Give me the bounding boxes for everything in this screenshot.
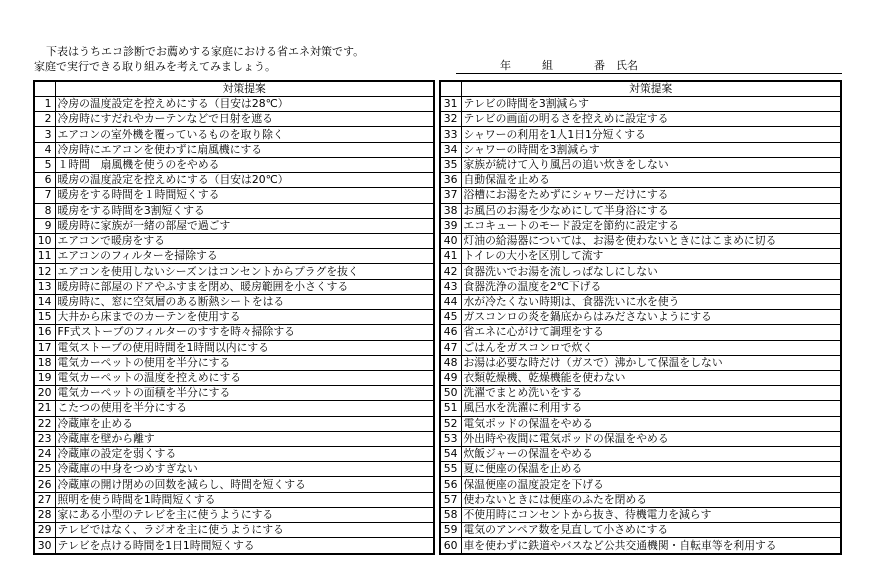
- table-row: [34, 325, 434, 340]
- row-number: 3: [34, 127, 55, 142]
- measure-text: ごはんをガスコンロで炊く: [461, 340, 841, 355]
- measure-text: 不使用時にコンセントから抜き、待機電力を減らす: [461, 507, 841, 522]
- measure-text: お湯は必要な時だけ（ガスで）沸かして保温をしない: [461, 355, 841, 370]
- row-number: 9: [34, 218, 55, 233]
- row-number: 19: [34, 370, 55, 385]
- intro-text: [34, 44, 364, 74]
- row-number: 31: [440, 97, 461, 112]
- measure-text: 外出時や夜間に電気ポッドの保温をやめる: [461, 431, 841, 446]
- measure-text: エアコンを使用しないシーズンはコンセントからプラグを抜く: [55, 264, 434, 279]
- measure-text: 冷蔵庫の開け閉めの回数を減らし、時間を短くする: [55, 477, 434, 492]
- row-number: 50: [440, 386, 461, 401]
- measure-text: 灯油の給湯器については、お湯を使わないときにはこまめに切る: [461, 233, 841, 248]
- row-number: 44: [440, 294, 461, 309]
- table-row: [34, 310, 434, 325]
- measure-text: 自動保温を止める: [461, 173, 841, 188]
- measure-text: 電気ポッドの保温をやめる: [461, 416, 841, 431]
- table-row: [440, 203, 841, 218]
- measure-text: 車を使わずに鉄道やバスなど公共交通機関・自転車等を利用する: [461, 538, 841, 554]
- year-label: 年: [500, 59, 511, 72]
- measure-text: エアコンの室外機を覆っているものを取り除く: [55, 127, 434, 142]
- table-row: [34, 538, 434, 554]
- table-row: [440, 462, 841, 477]
- row-number: 21: [34, 401, 55, 416]
- row-number: 15: [34, 310, 55, 325]
- table-row: [440, 188, 841, 203]
- row-number: 41: [440, 249, 461, 264]
- row-number: 40: [440, 233, 461, 248]
- measure-text: エアコンのフィルターを掃除する: [55, 249, 434, 264]
- table-row: [34, 401, 434, 416]
- measure-text: 水が冷たくない時期は、食器洗いに水を使う: [461, 294, 841, 309]
- measure-text: 電気カーペットの温度を控えめにする: [55, 370, 434, 385]
- table-row: [34, 523, 434, 538]
- table-row: [34, 294, 434, 309]
- measure-text: 浴槽にお湯をためずにシャワーだけにする: [461, 188, 841, 203]
- measure-text: 電気のアンペア数を見直して小さめにする: [461, 523, 841, 538]
- measure-text: 大井から床までのカーテンを使用する: [55, 310, 434, 325]
- row-number: 5: [34, 157, 55, 172]
- table-row: [34, 386, 434, 401]
- measure-text: テレビを点ける時間を1日1時間短くする: [55, 538, 434, 554]
- row-number: 28: [34, 507, 55, 522]
- measure-text: テレビではなく、ラジオを主に使うようにする: [55, 523, 434, 538]
- table-row: [34, 233, 434, 248]
- row-number: 52: [440, 416, 461, 431]
- row-number: 58: [440, 507, 461, 522]
- table-row: [34, 431, 434, 446]
- measure-text: テレビの時間を3割減らす: [461, 97, 841, 112]
- table-row: [34, 507, 434, 522]
- table-row: [440, 355, 841, 370]
- row-number: 57: [440, 492, 461, 507]
- measure-text: 家族が続けて入り風呂の追い炊きをしない: [461, 157, 841, 172]
- left-header-number: [34, 81, 55, 97]
- student-info-line: [456, 59, 842, 74]
- measure-text: エコキュートのモード設定を節約に設定する: [461, 218, 841, 233]
- row-number: 35: [440, 157, 461, 172]
- row-number: 48: [440, 355, 461, 370]
- measure-text: 使わないときには便座のふたを閉める: [461, 492, 841, 507]
- table-row: [34, 416, 434, 431]
- measure-text: 暖房時に部屋のドアやふすまを閉め、暖房範囲を小さくする: [55, 279, 434, 294]
- table-row: [440, 492, 841, 507]
- table-row: [34, 492, 434, 507]
- row-number: 11: [34, 249, 55, 264]
- row-number: 30: [34, 538, 55, 554]
- table-row: [440, 294, 841, 309]
- measure-text: 衣類乾燥機、乾燥機能を使わない: [461, 370, 841, 385]
- row-number: 38: [440, 203, 461, 218]
- row-number: 20: [34, 386, 55, 401]
- table-row: [34, 173, 434, 188]
- row-number: 46: [440, 325, 461, 340]
- row-number: 59: [440, 523, 461, 538]
- table-row: [440, 218, 841, 233]
- table-row: [440, 279, 841, 294]
- class-label: 組: [542, 59, 553, 72]
- measure-text: １時間 扇風機を使うのをやめる: [55, 157, 434, 172]
- right-table-body: [440, 97, 841, 555]
- table-row: [34, 112, 434, 127]
- measure-text: トイレの大小を区別して流す: [461, 249, 841, 264]
- measure-text: ガスコンロの炎を鍋底からはみださないようにする: [461, 310, 841, 325]
- table-row: [440, 340, 841, 355]
- row-number: 10: [34, 233, 55, 248]
- row-number: 14: [34, 294, 55, 309]
- row-number: 23: [34, 431, 55, 446]
- measure-text: FF式ストーブのフィルターのすすを時々掃除する: [55, 325, 434, 340]
- table-row: [440, 127, 841, 142]
- measure-text: お風呂のお湯を少なめにして半身浴にする: [461, 203, 841, 218]
- row-number: 1: [34, 97, 55, 112]
- measure-text: シャワーの利用を1人1日1分短くする: [461, 127, 841, 142]
- table-row: [440, 416, 841, 431]
- row-number: 27: [34, 492, 55, 507]
- row-number: 7: [34, 188, 55, 203]
- table-row: [440, 264, 841, 279]
- measure-text: 保温便座の温度設定を下げる: [461, 477, 841, 492]
- table-row: [440, 523, 841, 538]
- row-number: 53: [440, 431, 461, 446]
- row-number: 47: [440, 340, 461, 355]
- row-number: 4: [34, 142, 55, 157]
- measure-text: 照明を使う時間を1時間短くする: [55, 492, 434, 507]
- table-row: [440, 310, 841, 325]
- measure-text: 電気ストーブの使用時間を1時間以内にする: [55, 340, 434, 355]
- table-row: [34, 142, 434, 157]
- measure-text: 暖房時に、窓に空気層のある断熱シートをはる: [55, 294, 434, 309]
- row-number: 55: [440, 462, 461, 477]
- measure-text: 夏に便座の保温を止める: [461, 462, 841, 477]
- measure-text: 洗濯でまとめ洗いをする: [461, 386, 841, 401]
- table-row: [34, 218, 434, 233]
- measure-text: 暖房の温度設定を控えめにする（目安は20℃）: [55, 173, 434, 188]
- table-row: [440, 447, 841, 462]
- left-measures-table: [33, 80, 435, 555]
- table-row: [440, 173, 841, 188]
- measure-text: こたつの使用を半分にする: [55, 401, 434, 416]
- row-number: 36: [440, 173, 461, 188]
- measure-text: エアコンで暖房をする: [55, 233, 434, 248]
- row-number: 37: [440, 188, 461, 203]
- right-header-row: [440, 81, 841, 97]
- measure-text: 食器洗いでお湯を流しっぱなしにしない: [461, 264, 841, 279]
- row-number: 8: [34, 203, 55, 218]
- row-number: 60: [440, 538, 461, 554]
- row-number: 33: [440, 127, 461, 142]
- row-number: 51: [440, 401, 461, 416]
- row-number: 34: [440, 142, 461, 157]
- table-row: [34, 264, 434, 279]
- measure-text: 冷蔵庫を止める: [55, 416, 434, 431]
- table-row: [34, 97, 434, 112]
- row-number: 32: [440, 112, 461, 127]
- measure-text: 冷房時にエアコンを使わずに扇風機にする: [55, 142, 434, 157]
- measure-text: テレビの画面の明るさを控えめに設定する: [461, 112, 841, 127]
- table-row: [34, 188, 434, 203]
- row-number: 29: [34, 523, 55, 538]
- table-row: [440, 370, 841, 385]
- table-row: [440, 112, 841, 127]
- table-row: [34, 279, 434, 294]
- row-number: 6: [34, 173, 55, 188]
- table-row: [34, 370, 434, 385]
- row-number: 56: [440, 477, 461, 492]
- row-number: 12: [34, 264, 55, 279]
- row-number: 17: [34, 340, 55, 355]
- measure-text: 冷蔵庫を壁から離す: [55, 431, 434, 446]
- table-row: [440, 386, 841, 401]
- intro-line-2: 家庭で実行できる取り組みを考えてみましょう。: [34, 60, 276, 73]
- table-row: [34, 477, 434, 492]
- intro-line-1: 下表はうちエコ診断でお薦めする家庭における省エネ対策です。: [46, 45, 365, 58]
- right-header-number: [440, 81, 461, 97]
- row-number: 22: [34, 416, 55, 431]
- table-row: [440, 97, 841, 112]
- measure-text: シャワーの時間を3割減らす: [461, 142, 841, 157]
- right-table-wrap: [439, 80, 842, 555]
- table-row: [34, 249, 434, 264]
- right-header-title: 対策提案: [461, 81, 841, 97]
- row-number: 43: [440, 279, 461, 294]
- row-number: 13: [34, 279, 55, 294]
- measure-text: 食器洗浄の温度を2℃下げる: [461, 279, 841, 294]
- measure-text: 省エネに心がけて調理をする: [461, 325, 841, 340]
- left-table-body: [34, 97, 434, 555]
- row-number: 16: [34, 325, 55, 340]
- table-row: [34, 157, 434, 172]
- number-label: 番: [594, 59, 605, 72]
- row-number: 49: [440, 370, 461, 385]
- row-number: 42: [440, 264, 461, 279]
- table-row: [34, 462, 434, 477]
- row-number: 2: [34, 112, 55, 127]
- measure-text: 炊飯ジャーの保温をやめる: [461, 447, 841, 462]
- row-number: 24: [34, 447, 55, 462]
- table-row: [34, 447, 434, 462]
- right-measures-table: [439, 80, 842, 555]
- table-row: [440, 477, 841, 492]
- table-row: [440, 431, 841, 446]
- table-row: [440, 142, 841, 157]
- row-number: 39: [440, 218, 461, 233]
- measure-text: 電気カーペットの面積を半分にする: [55, 386, 434, 401]
- table-row: [440, 401, 841, 416]
- row-number: 25: [34, 462, 55, 477]
- measure-text: 家にある小型のテレビを主に使うようにする: [55, 507, 434, 522]
- table-row: [440, 233, 841, 248]
- row-number: 45: [440, 310, 461, 325]
- table-row: [440, 507, 841, 522]
- table-row: [440, 538, 841, 554]
- table-row: [34, 340, 434, 355]
- measure-text: 暖房をする時間を3割短くする: [55, 203, 434, 218]
- row-number: 54: [440, 447, 461, 462]
- row-number: 18: [34, 355, 55, 370]
- table-row: [440, 157, 841, 172]
- measure-text: 暖房をする時間を１時間短くする: [55, 188, 434, 203]
- measure-text: 電気カーペットの使用を半分にする: [55, 355, 434, 370]
- left-table-wrap: [33, 80, 435, 555]
- table-row: [34, 355, 434, 370]
- table-row: [440, 325, 841, 340]
- measure-text: 冷房時にすだれやカーテンなどで日射を遮る: [55, 112, 434, 127]
- table-row: [34, 203, 434, 218]
- measure-text: 冷蔵庫の設定を弱くする: [55, 447, 434, 462]
- row-number: 26: [34, 477, 55, 492]
- measure-text: 暖房時に家族が一緒の部屋で過ごす: [55, 218, 434, 233]
- measure-text: 冷蔵庫の中身をつめすぎない: [55, 462, 434, 477]
- name-label: 氏名: [616, 59, 638, 72]
- table-row: [440, 249, 841, 264]
- left-header-row: [34, 81, 434, 97]
- measure-text: 風呂水を洗濯に利用する: [461, 401, 841, 416]
- table-row: [34, 127, 434, 142]
- measure-text: 冷房の温度設定を控えめにする（目安は28℃）: [55, 97, 434, 112]
- left-header-title: 対策提案: [55, 81, 434, 97]
